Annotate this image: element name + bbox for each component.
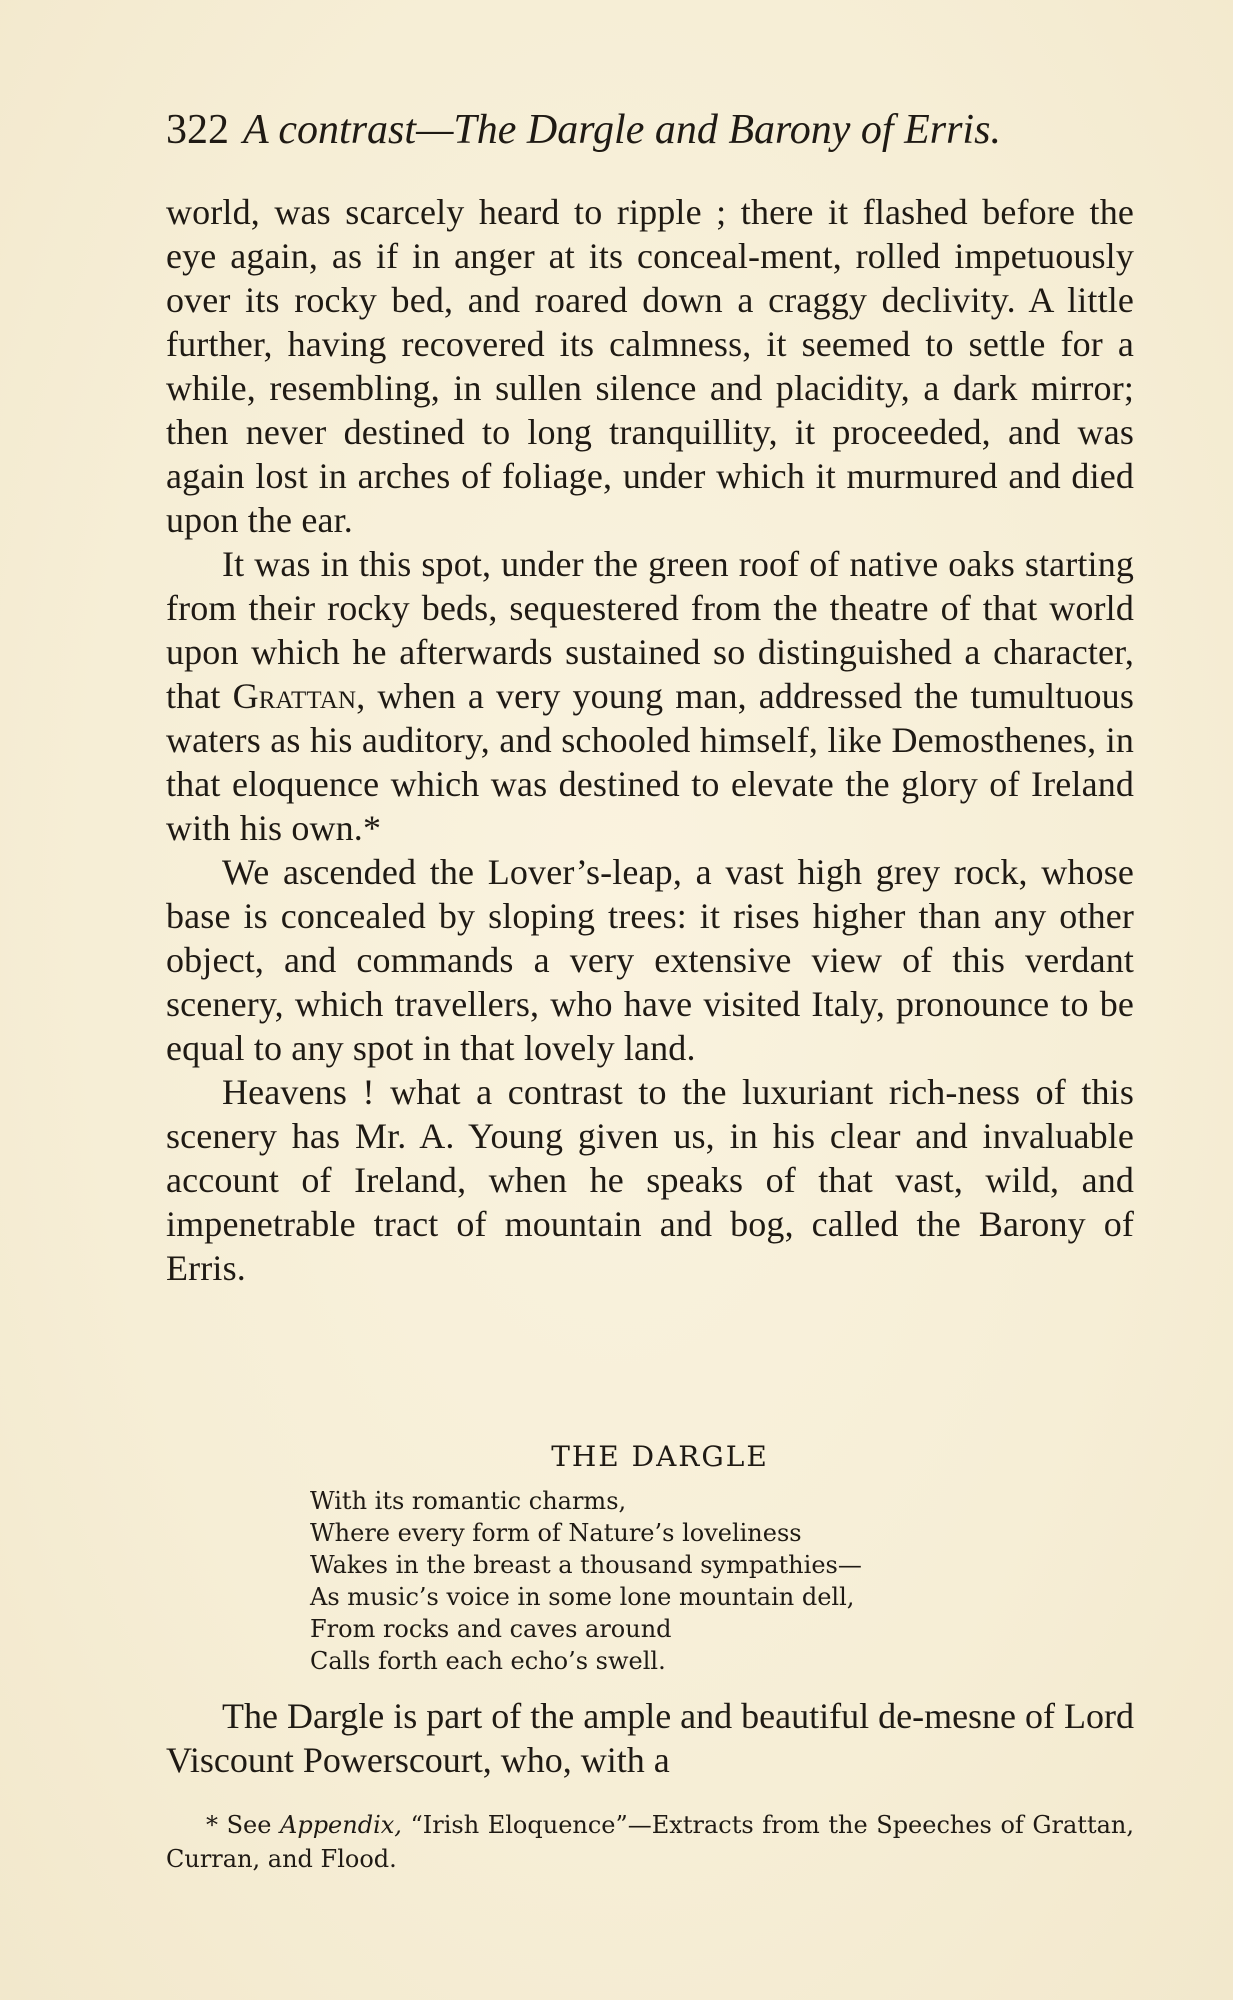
poem — [166, 1440, 1134, 1677]
paragraph-grattan-after: , when a very young man, addressed the tumultuous waters as his auditory, and schooled himself, like Demosthenes, in that eloquence which was destined to elevate the glory of Ireland with his own.* — [166, 676, 1134, 848]
running-title: A contrast—The Dargle and Barony of Erris. — [243, 107, 1001, 153]
poem-title: THE DARGLE — [551, 1440, 769, 1473]
poem-line: As music’s voice in some lone mountain dell, — [310, 1583, 855, 1611]
closing-text — [166, 1694, 1134, 1782]
footnote — [166, 1808, 1134, 1876]
paragraph-heavens: Heavens ! what a contrast to the luxuriant rich-ness of this scenery has Mr. A. Young given us, in his clear and invaluable account of Ireland, when he speaks of that vast, wild, and impenetrable tract of mountain and bog, called the Barony of Erris. — [166, 1072, 1134, 1288]
footnote-text — [166, 1808, 1134, 1876]
main-text — [166, 190, 1134, 1290]
paragraph-continued: world, was scarcely heard to ripple ; there it flashed before the eye again, as if in anger at its conceal-ment, rolled impetuously over its rocky bed, and roared down a craggy declivity. A little further, having recovered its calmness, it seemed to settle for a while, resembling, in sullen silence and placidity, a dark mirror; then never destined to long tranquillity, it proceeded, and was again lost in arches of foliage, under which it murmured and died upon the ear. — [166, 192, 1134, 540]
paragraph-grattan-before: It was in this spot, under the green roof of native oaks starting from their rocky beds, sequestered from the theatre of that world upon which he afterwards sustained so distinguished a character, that — [166, 544, 1134, 716]
running-header — [166, 100, 1136, 160]
poem-line: Wakes in the breast a thousand sympathies— — [310, 1551, 862, 1579]
poem-line: With its romantic charms, — [310, 1487, 627, 1515]
grattan-name: Grattan — [232, 676, 357, 716]
poem-line: Calls forth each echo’s swell. — [310, 1647, 666, 1675]
paragraph-grattan — [166, 542, 1134, 850]
poem-line: Where every form of Nature’s loveliness — [310, 1519, 802, 1547]
paragraph-lovers-leap: We ascended the Lover’s-leap, a vast high grey rock, whose base is concealed by sloping trees: it rises higher than any other object, and commands a very extensive view of this verdant scenery, which travellers, who have visited Italy, pronounce to be equal to any spot in that lovely land. — [166, 852, 1134, 1068]
poem-line: From rocks and caves around — [310, 1615, 672, 1643]
footnote-appendix: Appendix, — [280, 1811, 402, 1839]
poem-lines — [310, 1485, 1134, 1677]
page-number: 322 — [166, 107, 229, 153]
paragraph-dargle: The Dargle is part of the ample and beautiful de-mesne of Lord Viscount Powerscourt, who, with a — [166, 1696, 1135, 1780]
footnote-lead: * See — [206, 1811, 280, 1839]
footnote-rest: “Irish Eloquence”—Extracts from the Speeches of Grattan, Curran, and Flood. — [166, 1811, 1134, 1873]
